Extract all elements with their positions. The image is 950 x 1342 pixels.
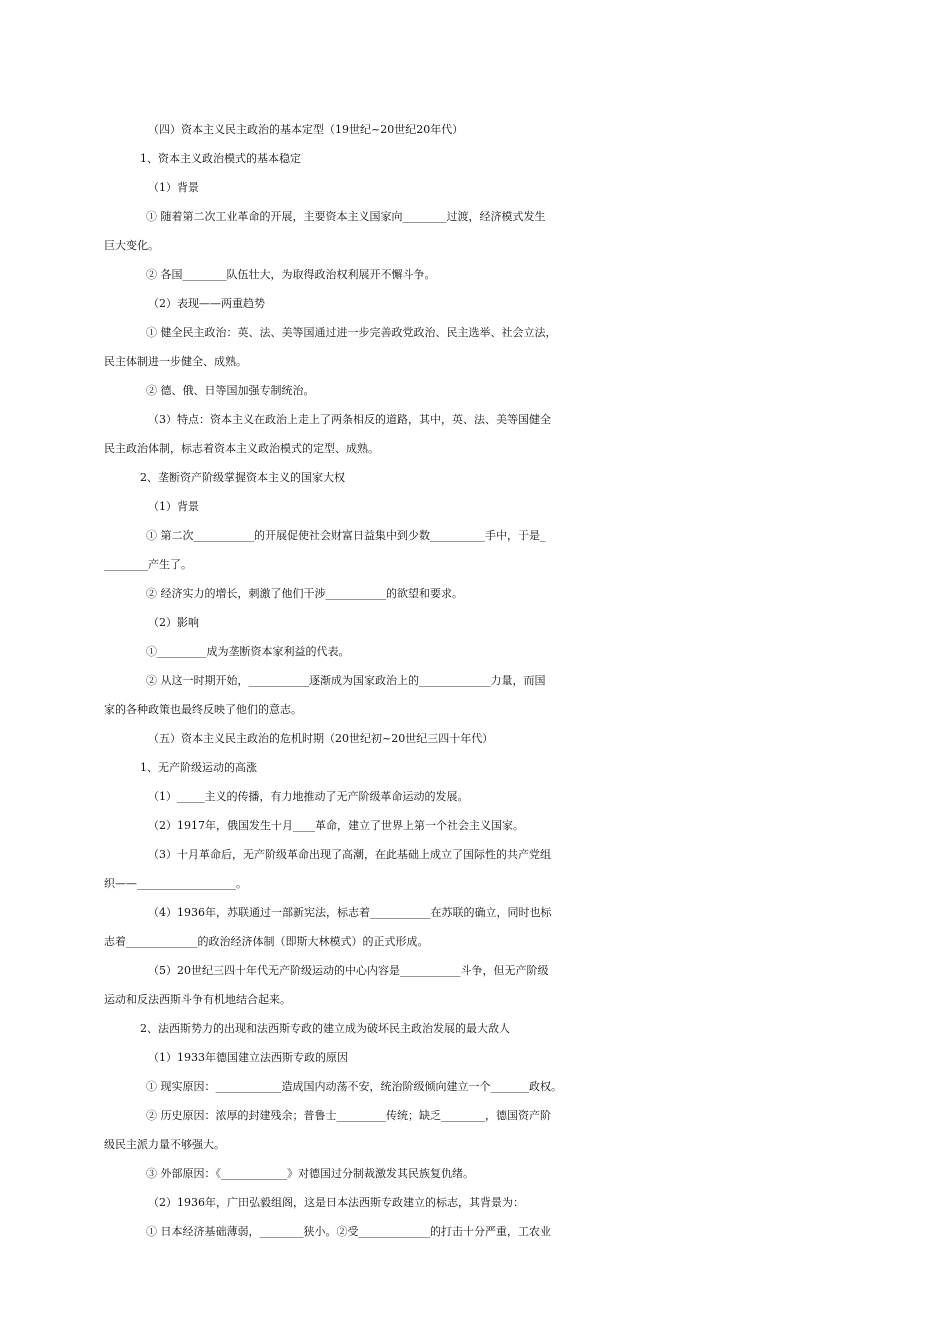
text-line: （3）十月革命后，无产阶级革命出现了高潮，在此基础上成立了国际性的共产党组	[148, 848, 551, 861]
text-line: ② 各国________队伍壮大，为取得政治权利展开不懈斗争。	[146, 268, 436, 281]
item-heading: （2）表现——两重趋势	[148, 297, 265, 310]
text-line: ① 现实原因：____________造成国内动荡不安，统治阶级倾向建立一个_______政权。	[146, 1080, 562, 1093]
text-line: 志着_____________的政治经济体制（即斯大林模式）的正式形成。	[104, 935, 429, 948]
section-heading-4: （四）资本主义民主政治的基本定型（19世纪~20世纪20年代）	[148, 123, 464, 136]
text-line: 巨大变化。	[104, 239, 159, 252]
item-heading: （1）背景	[148, 181, 199, 194]
text-line: 级民主派力量不够强大。	[104, 1138, 225, 1151]
text-line: （3）特点：资本主义在政治上走上了两条相反的道路，其中，英、法、美等国健全	[148, 413, 551, 426]
text-line: ________产生了。	[104, 558, 192, 571]
text-line: 运动和反法西斯斗争有机地结合起来。	[104, 993, 291, 1006]
text-line: ② 经济实力的增长，刺激了他们干涉___________的欲望和要求。	[146, 587, 463, 600]
subheading-1: 1、资本主义政治模式的基本稳定	[140, 152, 301, 165]
item-heading: （1）1933年德国建立法西斯专政的原因	[148, 1051, 348, 1064]
text-line: 织——__________________。	[104, 877, 247, 890]
subheading-2: 2、法西斯势力的出现和法西斯专政的建立成为破坏民主政治发展的最大敌人	[140, 1022, 510, 1035]
text-line: ① 随着第二次工业革命的开展，主要资本主义国家向________过渡，经济模式发生	[146, 210, 546, 223]
text-line: ③ 外部原因：《____________》对德国过分制裁激发其民族复仇绪。	[146, 1167, 474, 1180]
text-line: ① 日本经济基础薄弱，________狭小。②受_____________的打击十分严重，工农业	[146, 1225, 551, 1238]
subheading-1: 1、无产阶级运动的高涨	[140, 761, 257, 774]
text-line: ①_________成为垄断资本家利益的代表。	[146, 645, 350, 658]
text-line: ② 从这一时期开始，___________逐渐成为国家政治上的_____________力量，而国	[146, 674, 546, 687]
text-line: （5）20世纪三四十年代无产阶级运动的中心内容是___________斗争，但无产阶级	[148, 964, 549, 977]
item-heading: （1）背景	[148, 500, 199, 513]
subheading-2: 2、垄断资产阶级掌握资本主义的国家大权	[140, 471, 345, 484]
text-line: （2）1936年，广田弘毅组阁，这是日本法西斯专政建立的标志，其背景为：	[148, 1196, 524, 1209]
text-line: 家的各种政策也最终反映了他们的意志。	[104, 703, 302, 716]
text-line: ② 历史原因：浓厚的封建残余；普鲁士_________传统；缺乏________，德国资产阶	[146, 1109, 551, 1122]
text-line: ① 健全民主政治：英、法、美等国通过进一步完善政党政治、民主选举、社会立法，	[146, 326, 557, 339]
text-line: （2）1917年，俄国发生十月____革命，建立了世界上第一个社会主义国家。	[148, 819, 524, 832]
text-line: ① 第二次___________的开展促使社会财富日益集中到少数__________手中，于是_	[146, 529, 546, 542]
text-line: （1）_____主义的传播，有力地推动了无产阶级革命运动的发展。	[148, 790, 469, 803]
section-heading-5: （五）资本主义民主政治的危机时期（20世纪初~20世纪三四十年代）	[148, 732, 494, 745]
text-line: 民主体制进一步健全、成熟。	[104, 355, 247, 368]
text-line: 民主政治体制，标志着资本主义政治模式的定型、成熟。	[104, 442, 379, 455]
text-line: （4）1936年，苏联通过一部新宪法，标志着___________在苏联的确立，同时也标	[148, 906, 552, 919]
item-heading: （2）影响	[148, 616, 199, 629]
text-line: ② 德、俄、日等国加强专制统治。	[146, 384, 315, 397]
